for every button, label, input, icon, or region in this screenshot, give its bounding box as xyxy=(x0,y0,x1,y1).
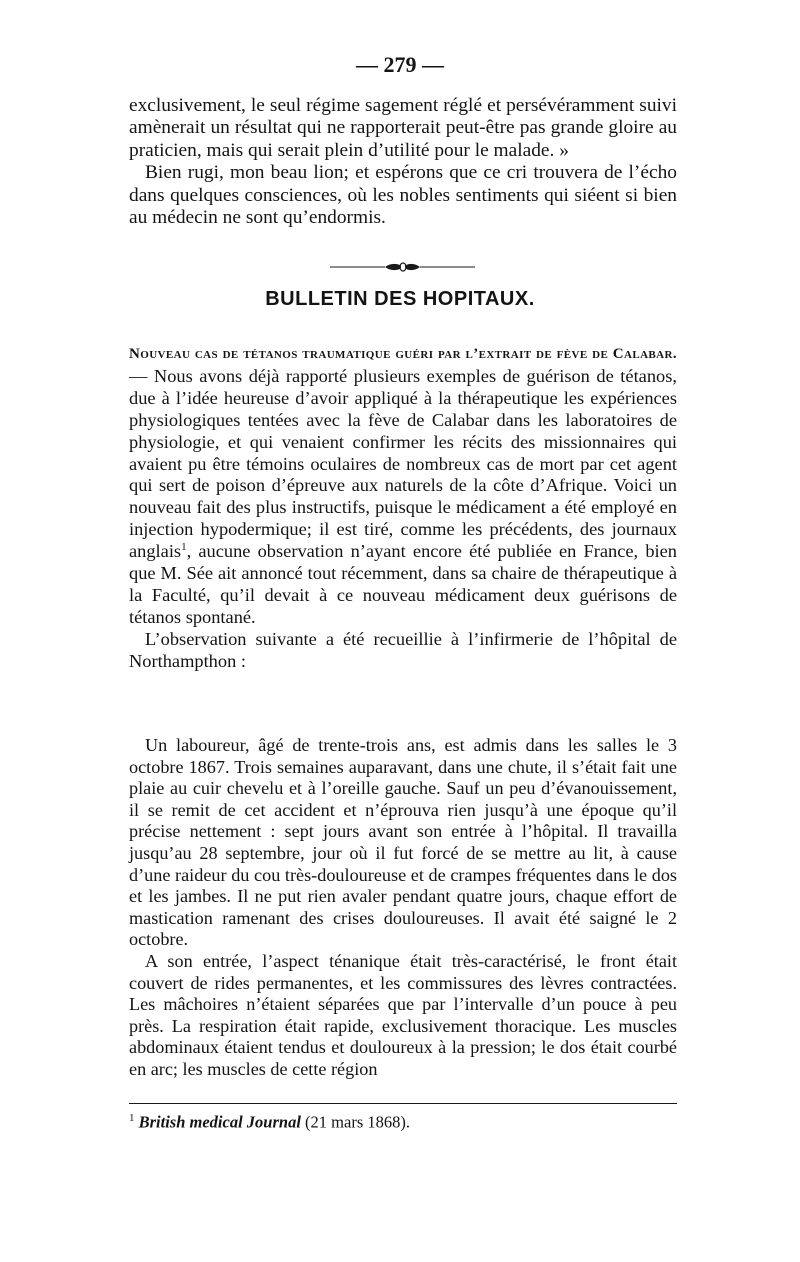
case-paragraph: A son entrée, l’aspect ténanique était très-caractérisé, le front était couvert de rides permanentes, et les commissures des lèvres contractées. Les mâchoires n’étaient séparées que par l’intervalle d’un pouce à peu près. La respiration était rapide, exclusivement thoracique. Les muscles abdominaux étaient tendus et douloureux à la pression; le dos était courbé en arc; les muscles de cette région xyxy=(129,950,677,1079)
article-lead-continued: , aucune observation n’ayant encore été publiée en France, bien que M. Sée ait annoncé tout récemment, dans sa chaire de thérapeutique à la Faculté, qu’il devait à ce nouveau médicament deux guérisons de tétanos spontané. xyxy=(129,541,677,627)
footnote-divider xyxy=(129,1103,677,1104)
intro-paragraph: exclusivement, le seul régime sagement réglé et persévéramment suivi amènerait un résultat qui ne rapporterait peut-être pas grande gloire au praticien, mais qui serait plein d’utilité pour le malade. » xyxy=(129,95,677,161)
footnote-date: (21 mars 1868). xyxy=(305,1112,410,1132)
article-paragraph: L’observation suivante a été recueillie à l’infirmerie de l’hôpital de Northampthon : xyxy=(129,628,677,671)
article-title: Nouveau cas de tétanos traumatique guéri par l’extrait de fève de Calabar. xyxy=(129,346,677,362)
case-paragraph: Un laboureur, âgé de trente-trois ans, est admis dans les salles le 3 octobre 1867. Trois semaines auparavant, dans une chute, il s’était fait une plaie au cuir chevelu et à l’oreille gauche. Sauf un peu d’évanouissement, il se remit de cet accident et n’éprouva rien jusqu’à une époque qu’il précise nettement : sept jours avant son entrée à l’hôpital. Il travailla jusqu’au 28 septembre, jour où il fut forcé de se mettre au lit, à cause d’une raideur du cou très-douloureuse et de crampes fréquentes dans le dos et les jambes. Il ne put rien avaler pendant quatre jours, chaque effort de mastication ramenant des crises douloureuses. Il avait été saigné le 2 octobre. xyxy=(129,735,677,950)
footnote-reference: 1 xyxy=(181,541,187,554)
case-report xyxy=(129,735,677,1081)
footnote xyxy=(129,1108,677,1133)
article-lead: — Nous avons déjà rapporté plusieurs exemples de guérison de tétanos, due à l’idée heureuse d’avoir appliqué à la thérapeutique les expériences physiologiques tentées avec la fève de Calabar dans les laboratoires de physiologie, et qui venaient confirmer les récits des missionnaires qui avaient pu être témoins oculaires de nombreux cas de mort par cet agent qui sert de poison d’épreuve aux naturels de la côte d’Afrique. Voici un nouveau fait des plus instructifs, puisque le médicament a été employé en injection hypodermique; il est tiré, comme les précédents, des journaux anglais xyxy=(129,365,677,562)
footnote-mark: 1 xyxy=(129,1112,135,1124)
intro-paragraph: Bien rugi, mon beau lion; et espérons que ce cri trouvera de l’écho dans quelques consciences, où les nobles sentiments qui siéent si bien au médecin ne sont qu’endormis. xyxy=(129,162,677,229)
page-number: — 279 — xyxy=(356,52,444,77)
section-heading: BULLETIN DES HOPITAUX. xyxy=(265,288,535,310)
article-body xyxy=(129,342,677,673)
ornament-divider-icon xyxy=(330,260,475,274)
intro-text xyxy=(129,95,677,229)
footnote-journal: British medical Journal xyxy=(138,1112,301,1132)
